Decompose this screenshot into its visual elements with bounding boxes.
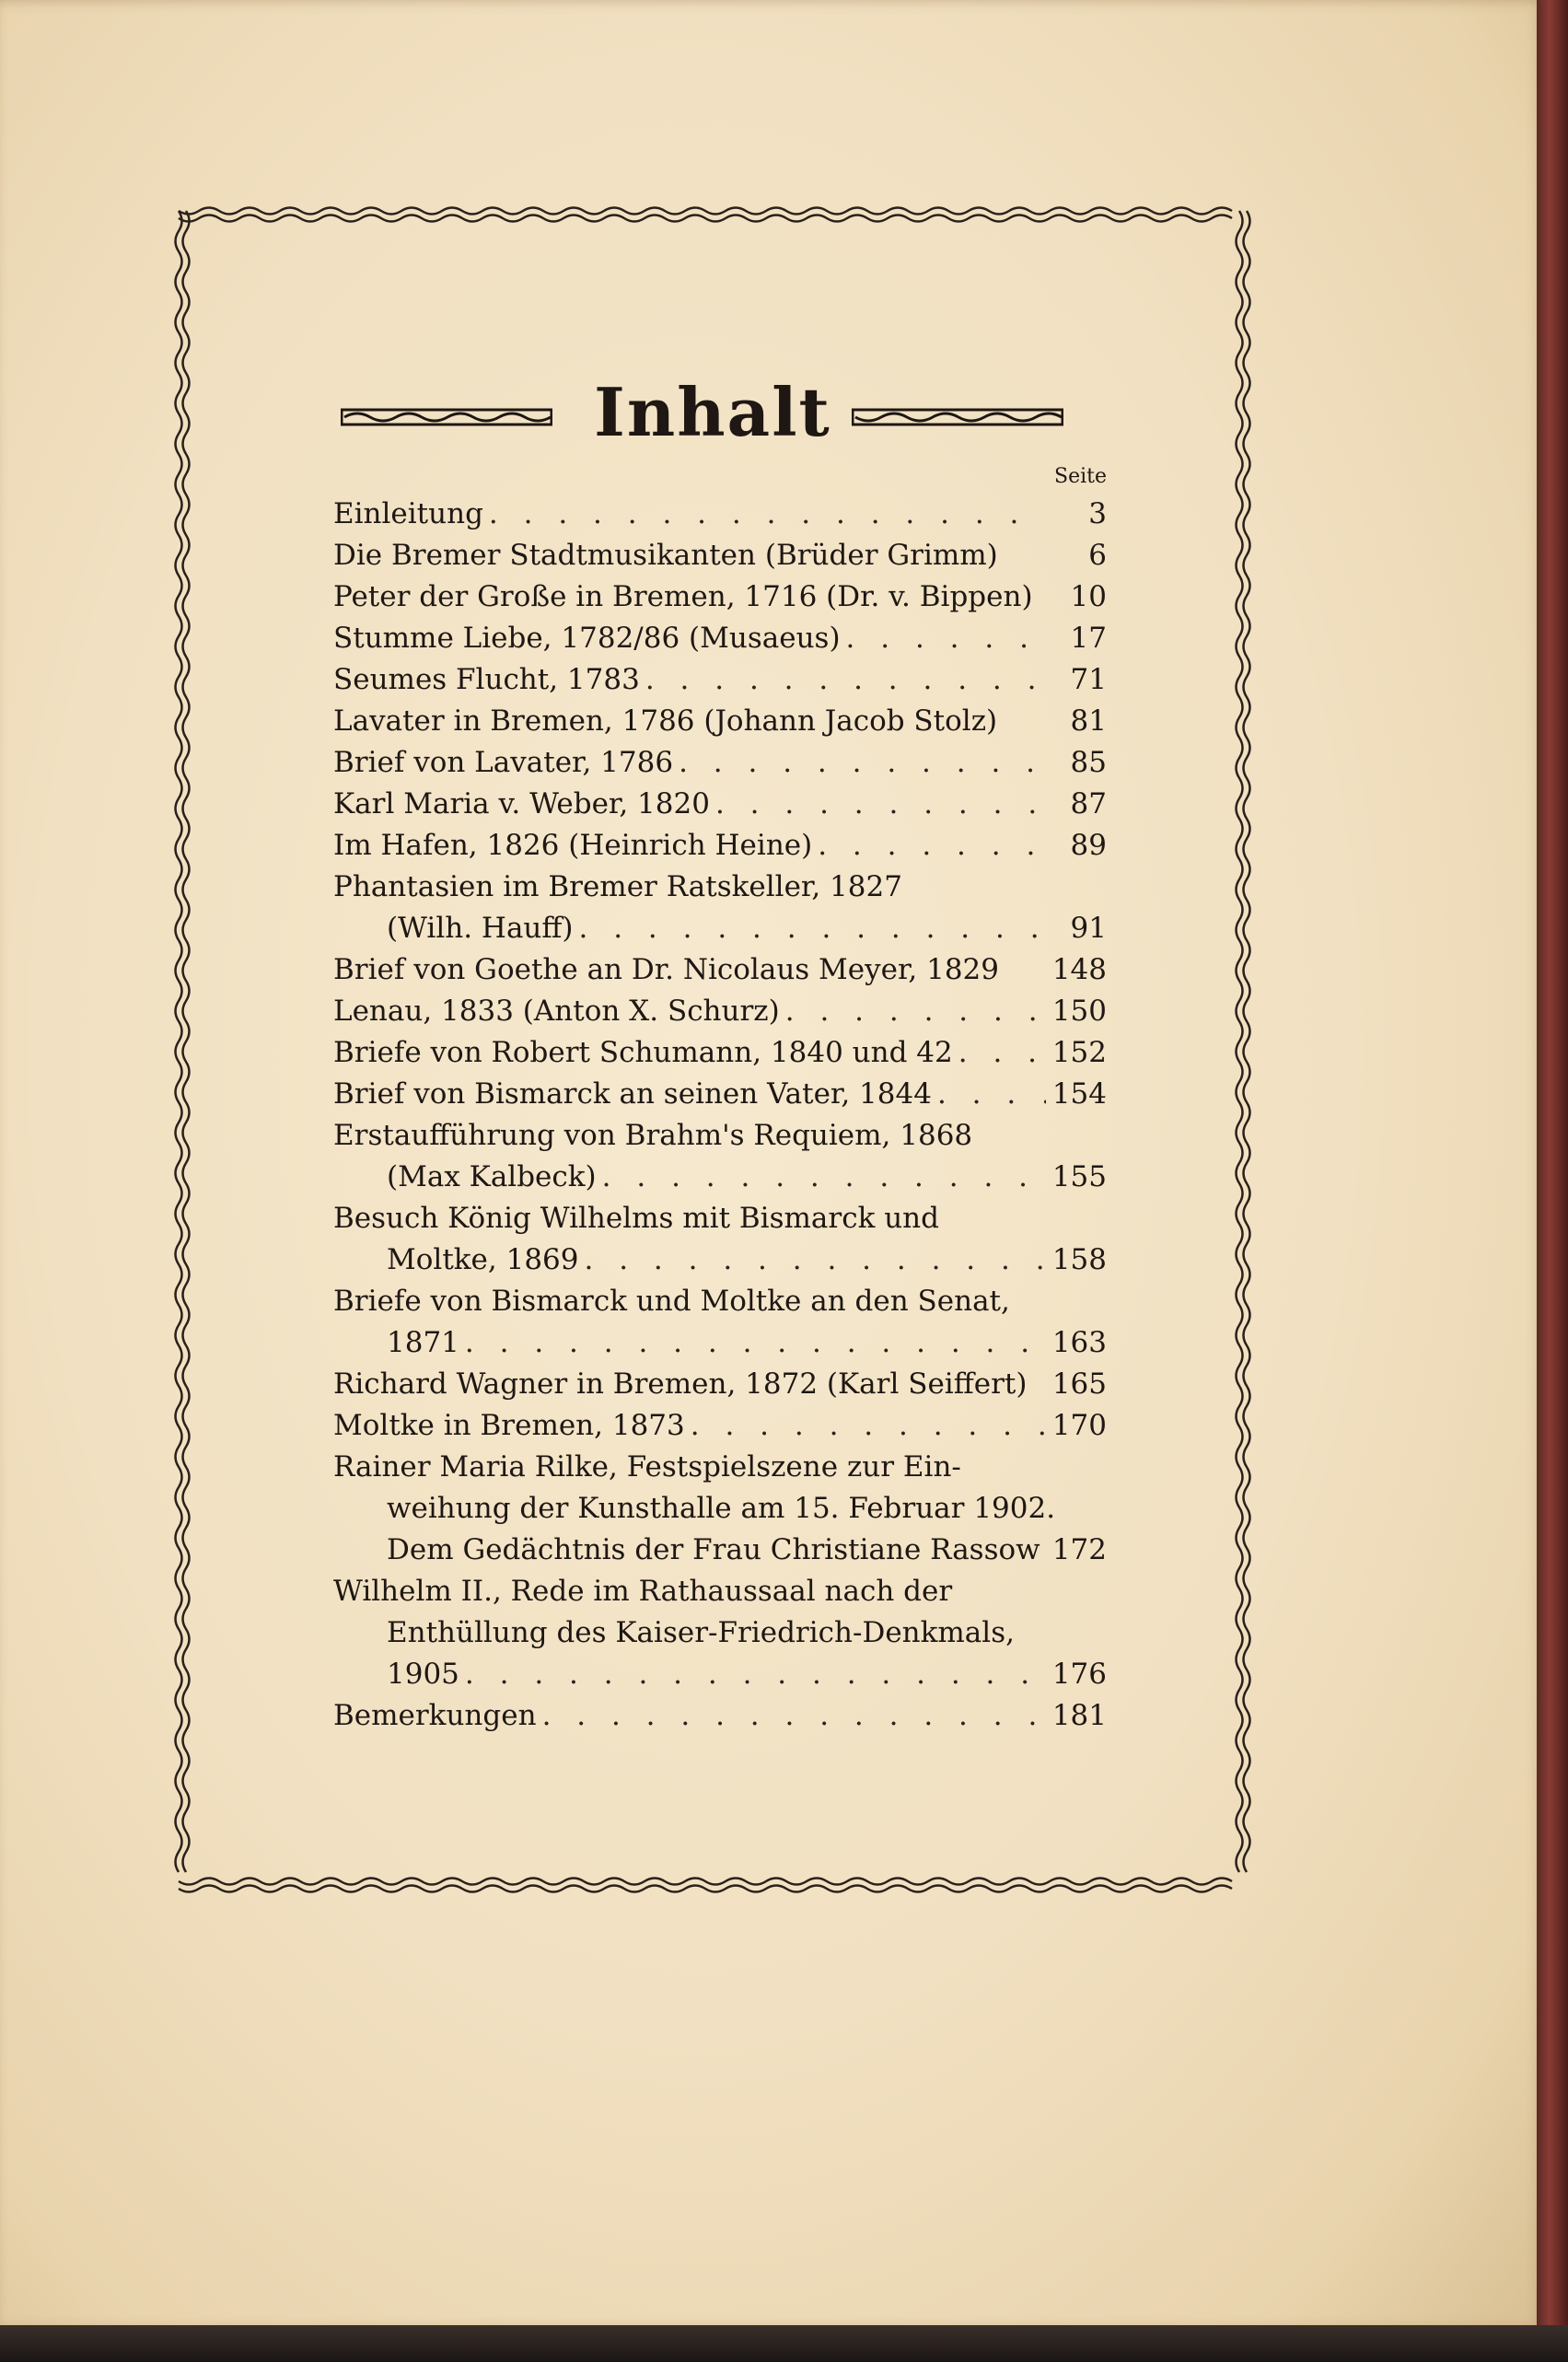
entry-title: Dem Gedächtnis der Frau Christiane Rassow	[387, 1533, 1040, 1566]
entry-title: Phantasien im Bremer Ratskeller, 1827	[333, 870, 902, 903]
toc-entry-line	[333, 1695, 1107, 1737]
entry-title: Die Bremer Stadtmusikanten (Brüder Grimm)	[333, 539, 998, 572]
toc-entry-line	[333, 825, 1107, 867]
page-number: 91	[1070, 912, 1107, 945]
page-number: 6	[1088, 539, 1107, 572]
column-header: Seite	[1054, 465, 1107, 488]
page-number: 10	[1070, 580, 1107, 613]
toc-entry-line	[333, 742, 1107, 784]
toc-entry	[333, 1281, 1107, 1364]
entry-title: Lenau, 1833 (Anton X. Schurz)	[333, 995, 780, 1028]
entry-title: Moltke in Bremen, 1873	[333, 1409, 685, 1442]
dot-leader	[691, 1405, 1046, 1447]
dot-leader	[785, 991, 1046, 1032]
toc-entry-line	[333, 494, 1107, 535]
toc-entry-line	[333, 1364, 1107, 1405]
toc-entry	[333, 784, 1107, 825]
toc-entry	[333, 742, 1107, 784]
toc-entry-line	[333, 701, 1107, 742]
entry-title: Bemerkungen	[333, 1699, 537, 1732]
dot-leader	[645, 659, 1046, 701]
entry-title: Brief von Lavater, 1786	[333, 746, 674, 779]
toc-entry-line	[333, 1281, 1107, 1322]
book-cover-edge	[0, 2325, 1568, 2362]
page-number: 81	[1070, 704, 1107, 738]
toc-entry-line	[333, 1032, 1107, 1074]
toc-entry-line	[333, 1612, 1107, 1654]
entry-title: Seumes Flucht, 1783	[333, 663, 640, 696]
toc-entry	[333, 1405, 1107, 1447]
toc-entry	[333, 701, 1107, 742]
entry-title: Peter der Große in Bremen, 1716 (Dr. v. Bippen)	[333, 580, 1033, 613]
dot-leader	[818, 825, 1046, 867]
page-title: Inhalt	[594, 373, 831, 451]
dot-leader	[489, 494, 1046, 535]
entry-title: Besuch König Wilhelms mit Bismarck und	[333, 1202, 939, 1235]
toc-entry-line	[333, 659, 1107, 701]
page-number: 163	[1051, 1326, 1107, 1359]
page-number: 152	[1051, 1036, 1107, 1069]
page-number: 172	[1051, 1533, 1107, 1566]
toc-entry-line	[333, 1115, 1107, 1157]
page-number: 148	[1051, 953, 1107, 986]
page-number: 89	[1070, 829, 1107, 862]
page-number: 158	[1051, 1243, 1107, 1276]
page-number: 181	[1051, 1699, 1107, 1732]
page-number: 17	[1070, 622, 1107, 655]
entry-title: Wilhelm II., Rede im Rathaussaal nach der	[333, 1575, 953, 1608]
entry-title: Moltke, 1869	[387, 1243, 579, 1276]
entry-title: Karl Maria v. Weber, 1820	[333, 787, 710, 820]
entry-title: Brief von Bismarck an seinen Vater, 1844	[333, 1077, 932, 1111]
entry-title: Rainer Maria Rilke, Festspielszene zur Ein-	[333, 1450, 961, 1484]
dot-leader	[465, 1322, 1046, 1364]
toc-entry	[333, 991, 1107, 1032]
entry-title: Brief von Goethe an Dr. Nicolaus Meyer, 1829	[333, 953, 1000, 986]
entry-title: Im Hafen, 1826 (Heinrich Heine)	[333, 829, 813, 862]
dot-leader	[602, 1157, 1046, 1198]
dot-leader	[958, 1032, 1046, 1074]
page-number: 155	[1051, 1160, 1107, 1193]
toc-entry	[333, 1447, 1107, 1571]
entry-title: 1871	[387, 1326, 459, 1359]
entry-title: Erstaufführung von Brahm's Requiem, 1868	[333, 1119, 973, 1152]
toc-entry	[333, 1032, 1107, 1074]
toc-entry-line	[333, 908, 1107, 949]
toc-entry-line	[333, 867, 1107, 908]
table-of-contents	[333, 460, 1107, 1737]
toc-entries	[333, 494, 1107, 1737]
entry-title: Stumme Liebe, 1782/86 (Musaeus)	[333, 622, 841, 655]
page-number: 3	[1088, 497, 1107, 530]
right-ornament-icon	[852, 406, 1063, 428]
toc-entry	[333, 1115, 1107, 1198]
toc-entry-line	[333, 1198, 1107, 1239]
page-number: 87	[1070, 787, 1107, 820]
dot-leader	[846, 618, 1046, 659]
entry-title: Briefe von Robert Schumann, 1840 und 42	[333, 1036, 953, 1069]
book-binding	[1537, 0, 1568, 2362]
page-number: 176	[1051, 1658, 1107, 1691]
toc-entry-line	[333, 949, 1107, 991]
title-row	[166, 373, 1260, 456]
toc-entry-line	[333, 1530, 1107, 1571]
toc-entry-line	[333, 1239, 1107, 1281]
toc-entry-line	[333, 991, 1107, 1032]
dot-leader	[542, 1695, 1046, 1737]
toc-entry-line	[333, 1571, 1107, 1612]
entry-title: Einleitung	[333, 497, 483, 530]
toc-entry	[333, 1364, 1107, 1405]
toc-entry-line	[333, 1157, 1107, 1198]
toc-entry-line	[333, 1074, 1107, 1115]
toc-entry	[333, 825, 1107, 867]
toc-entry	[333, 494, 1107, 535]
toc-entry	[333, 659, 1107, 701]
toc-entry	[333, 535, 1107, 576]
dot-leader	[679, 742, 1046, 784]
toc-entry	[333, 1198, 1107, 1281]
page-number: 150	[1051, 995, 1107, 1028]
toc-entry-line	[333, 1405, 1107, 1447]
toc-entry	[333, 1074, 1107, 1115]
toc-entry	[333, 618, 1107, 659]
dot-leader	[937, 1074, 1046, 1115]
entry-title: Enthüllung des Kaiser-Friedrich-Denkmals,	[387, 1616, 1015, 1649]
toc-entry-line	[333, 1447, 1107, 1488]
toc-entry-line	[333, 618, 1107, 659]
dot-leader	[715, 784, 1046, 825]
entry-title: 1905	[387, 1658, 459, 1691]
toc-entry	[333, 949, 1107, 991]
toc-entry	[333, 1571, 1107, 1695]
toc-entry	[333, 576, 1107, 618]
dot-leader	[585, 1239, 1046, 1281]
page-number: 170	[1051, 1409, 1107, 1442]
entry-title: (Max Kalbeck)	[387, 1160, 597, 1193]
page-number: 71	[1070, 663, 1107, 696]
entry-title: (Wilh. Hauff)	[387, 912, 574, 945]
toc-entry-line	[333, 1322, 1107, 1364]
page-number: 165	[1051, 1367, 1107, 1401]
page-number: 85	[1070, 746, 1107, 779]
entry-title: weihung der Kunsthalle am 15. Februar 1902.	[387, 1492, 1056, 1525]
page-number: 154	[1051, 1077, 1107, 1111]
dot-leader	[579, 908, 1046, 949]
toc-entry-line	[333, 1654, 1107, 1695]
toc-entry	[333, 867, 1107, 949]
entry-title: Briefe von Bismarck und Moltke an den Senat,	[333, 1285, 1010, 1318]
toc-entry-line	[333, 1488, 1107, 1530]
entry-title: Richard Wagner in Bremen, 1872 (Karl Seiffert)	[333, 1367, 1028, 1401]
dot-leader	[465, 1654, 1046, 1695]
toc-entry-line	[333, 535, 1107, 576]
toc-entry	[333, 1695, 1107, 1737]
entry-title: Lavater in Bremen, 1786 (Johann Jacob Stolz)	[333, 704, 998, 738]
toc-entry-line	[333, 576, 1107, 618]
toc-entry-line	[333, 784, 1107, 825]
